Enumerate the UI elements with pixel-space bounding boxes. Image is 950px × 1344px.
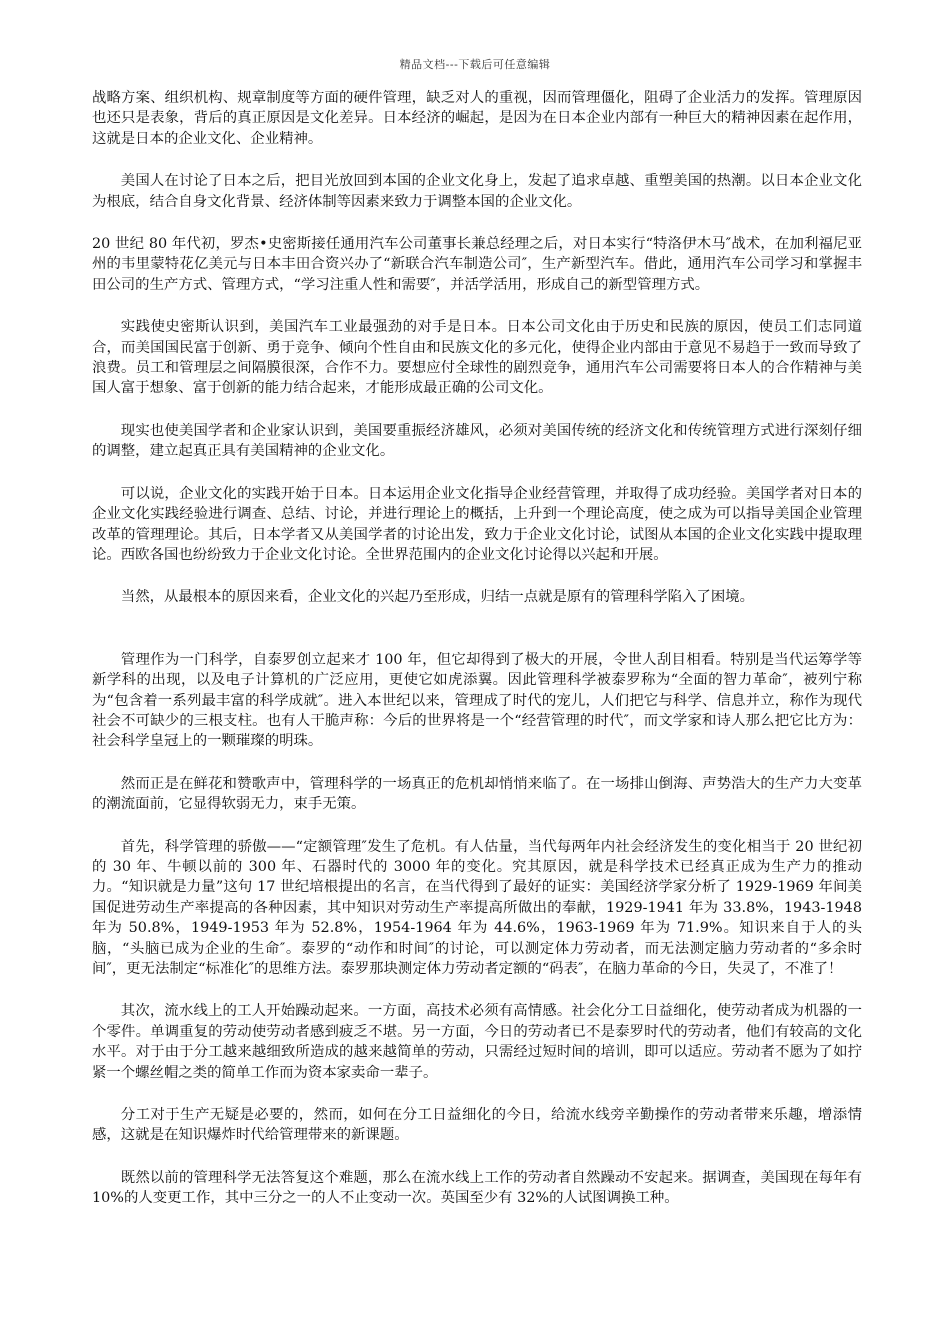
paragraph: 分工对于生产无疑是必要的，然而，如何在分工日益细化的今日，给流水线旁辛勤操作的劳动者带来乐趣，增添情感，这就是在知识爆炸时代给管理带来的新课题。 [92, 1107, 862, 1144]
paragraph: 首先，科学管理的骄傲——“定额管理″发生了危机。有人估量，当代每两年内社会经济发生的变化相当于 20 世纪初的 30 年、牛顿以前的 300 年、石器时代的 3000 年的变化。究其原因，就是科学技术已经真正成为生产力的推动力。“知识就是力量”这句 17 世纪培根提出的名言，在当代得到了最好的证实：美国经济学家分析了 1929-1969 年间美国促进劳动生产率提高的各种因素，其中知识对劳动生产率提高所做出的奉献，1929-1941 年为 33.8%，1943-1948 年为 50.8%，1949-1953 年为 52.8%，1954-1964 年为 44.6%，1963-1969 年为 71.9%。知识来自于人的头脑，“头脑已成为企业的生命″。泰罗的“动作和时间″的讨论，可以测定体力劳动者，而无法测定脑力劳动者的“多余时间″，更无法制定“标准化″的思维方法。泰罗那块测定体力劳动者定额的“码表″，在脑力革命的今日，失灵了，不准了！ [92, 838, 862, 977]
paragraph: 战略方案、组织机构、规章制度等方面的硬件管理，缺乏对人的重视，因而管理僵化，阻碍了企业活力的发挥。管理原因也还只是表象，背后的真正原因是文化差异。日本经济的崛起，是因为在日本企业内部有一种巨大的精神因素在起作用，这就是日本的企业文化、企业精神。 [92, 90, 862, 147]
paragraph: 20 世纪 80 年代初，罗杰•史密斯接任通用汽车公司董事长兼总经理之后，对日本实行“特洛伊木马″战术，在加利福尼亚州的韦里蒙特花亿美元与日本丰田合资兴办了“新联合汽车制造公司″，生产新型汽车。借此，通用汽车公司学习和掌握丰田公司的生产方式、管理方式，“学习注重人性和需要″，并活学活用，形成自己的新型管理方式。 [92, 236, 862, 293]
paragraph: 实践使史密斯认识到，美国汽车工业最强劲的对手是日本。日本公司文化由于历史和民族的原因，使员工们志同道合，而美国国民富于创新、勇于竞争、倾向个性自由和民族文化的多元化，使得企业内部由于意见不易趋于一致而导致了浪费。员工和管理层之间隔膜很深，合作不力。要想应付全球性的剧烈竞争，通用汽车公司需要将日本人的合作精神与美国人富于想象、富于创新的能力结合起来，才能形成最正确的公司文化。 [92, 319, 862, 397]
paragraph: 既然以前的管理科学无法答复这个难题，那么在流水线上工作的劳动者自然躁动不安起来。据调查，美国现在每年有 10%的人变更工作，其中三分之一的人不止变动一次。英国至少有 32%的人试图调换工种。 [92, 1169, 862, 1207]
paragraph: 然而正是在鲜花和赞歌声中，管理科学的一场真正的危机却悄悄来临了。在一场排山倒海、声势浩大的生产力大变革的潮流面前，它显得软弱无力，束手无策。 [92, 775, 862, 813]
paragraph: 其次，流水线上的工人开始躁动起来。一方面，高技术必须有高情感。社会化分工日益细化，使劳动者成为机器的一个零件。单调重复的劳动使劳动者感到疲乏不堪。另一方面，今日的劳动者已不是泰罗时代的劳动者，他们有较高的文化水平。对于由于分工越来越细致所造成的越来越简单的劳动，只需经过短时间的培训，即可以适应。劳动者不愿为了如拧紧一个螺丝帽之类的简单工作而为资本家卖命一辈子。 [92, 1003, 862, 1081]
page-header: 精品文档---下载后可任意编辑 [399, 58, 551, 71]
document-body [92, 88, 862, 1231]
paragraph: 美国人在讨论了日本之后，把目光放回到本国的企业文化身上，发起了追求卓越、重塑美国的热潮。以日本企业文化为根底，结合自身文化背景、经济体制等因素来致力于调整本国的企业文化。 [92, 173, 862, 210]
paragraph: 可以说，企业文化的实践开始于日本。日本运用企业文化指导企业经营管理，并取得了成功经验。美国学者对日本的企业文化实践经验进行调查、总结、讨论，并进行理论上的概括，上升到一个理论高度，使之成为可以指导美国企业管理改革的管理理论。其后，日本学者又从美国学者的讨论出发，致力于企业文化讨论，试图从本国的企业文化实践中提取理论。西欧各国也纷纷致力于企业文化讨论。全世界范围内的企业文化讨论得以兴起和开展。 [92, 485, 862, 563]
paragraph: 管理作为一门科学，自泰罗创立起来才 100 年，但它却得到了极大的开展，令世人刮目相看。特别是当代运筹学等新学科的出现，以及电子计算机的广泛应用，更使它如虎添翼。因此管理科学被泰罗称为“全面的智力革命″，被列宁称为“包含着一系列最丰富的科学成就″。进入本世纪以来，管理成了时代的宠儿，人们把它与科学、信息并立，称作为现代社会不可缺少的三根支柱。也有人干脆声称：今后的世界将是一个“经营管理的时代″，而文学家和诗人那么把它比方为：社会科学皇冠上的一颗璀璨的明珠。 [92, 651, 862, 750]
paragraph: 当然，从最根本的原因来看，企业文化的兴起乃至形成，归结一点就是原有的管理科学陷入了困境。 [120, 589, 754, 606]
paragraph: 现实也使美国学者和企业家认识到，美国要重振经济雄风，必须对美国传统的经济文化和传统管理方式进行深刻仔细的调整，建立起真正具有美国精神的企业文化。 [92, 422, 862, 460]
